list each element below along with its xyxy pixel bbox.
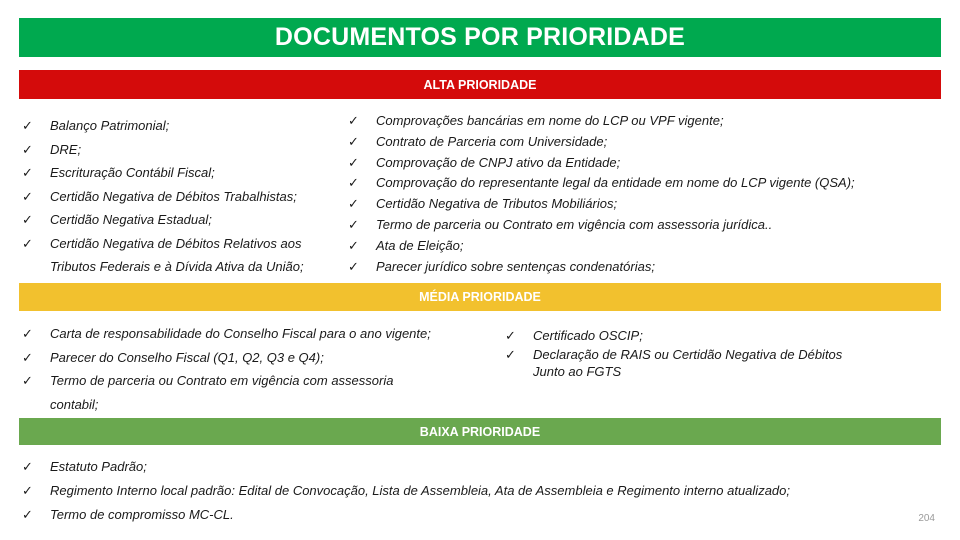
check-icon: ✓ (22, 507, 33, 522)
check-icon: ✓ (348, 154, 359, 170)
list-item: ✓ Certidão Negativa de Débitos Relativos aos Tributos Federais e à Dívida Ativa da União; (22, 232, 304, 279)
list-item: ✓ Comprovação do representante legal da entidade em nome do LCP vigente (QSA); (348, 173, 855, 194)
check-icon: ✓ (22, 188, 33, 204)
check-icon: ✓ (348, 196, 359, 212)
list-item: ✓ Contrato de Parceria com Universidade; (348, 132, 855, 153)
page-number: 204 (918, 513, 935, 524)
list-item: ✓ Balanço Patrimonial; (22, 114, 304, 138)
list-item: ✓ Certidão Negativa Estadual; (22, 208, 304, 232)
list-item: ✓ Estatuto Padrão; (22, 455, 790, 479)
check-icon: ✓ (22, 118, 33, 133)
check-icon: ✓ (348, 175, 359, 191)
alta-right-list (348, 111, 855, 277)
list-item: ✓ Comprovação de CNPJ ativo da Entidade; (348, 153, 855, 174)
baixa-list (22, 455, 790, 527)
list-item: ✓ Comprovações bancárias em nome do LCP ou VPF vigente; (348, 111, 855, 132)
check-icon: ✓ (348, 113, 359, 128)
check-icon: ✓ (22, 165, 33, 180)
check-icon: ✓ (505, 347, 516, 362)
check-icon: ✓ (348, 133, 359, 149)
check-icon: ✓ (22, 483, 33, 498)
check-icon: ✓ (505, 328, 516, 343)
list-item: ✓ Certidão Negativa de Tributos Mobiliários; (348, 194, 855, 215)
check-icon: ✓ (348, 237, 359, 253)
check-icon: ✓ (22, 141, 33, 157)
list-item: ✓ Parecer do Conselho Fiscal (Q1, Q2, Q3 e Q4); (22, 346, 431, 370)
alta-prioridade-header: ALTA PRIORIDADE (19, 70, 941, 99)
check-icon: ✓ (348, 258, 359, 274)
list-item: ✓ Certificado OSCIP; (505, 328, 643, 343)
list-item: ✓ Regimento Interno local padrão: Edital de Convocação, Lista de Assembleia, Ata de Assembleia e Regimento interno atualizado; (22, 479, 790, 503)
list-item: ✓ Termo de compromisso MC-CL. (22, 503, 790, 527)
check-icon: ✓ (22, 459, 33, 474)
check-icon: ✓ (22, 212, 33, 227)
list-item: ✓ Carta de responsabilidade do Conselho Fiscal para o ano vigente; (22, 322, 431, 346)
list-item: ✓ Escrituração Contábil Fiscal; (22, 161, 304, 185)
media-right-list (505, 327, 842, 380)
list-item: ✓ Termo de parceria ou Contrato em vigência com assessoria jurídica.. (348, 215, 855, 236)
media-left-list (22, 322, 431, 416)
list-item: ✓ Termo de parceria ou Contrato em vigência com assessoria contabil; (22, 369, 431, 416)
media-prioridade-header: MÉDIA PRIORIDADE (19, 283, 941, 311)
check-icon: ✓ (22, 235, 33, 251)
check-icon: ✓ (22, 326, 33, 341)
page-title: DOCUMENTOS POR PRIORIDADE (19, 18, 941, 57)
list-item: ✓ Parecer jurídico sobre sentenças condenatórias; (348, 257, 855, 278)
alta-left-list (22, 114, 304, 279)
check-icon: ✓ (22, 373, 33, 388)
list-item: ✓ DRE; (22, 138, 304, 162)
list-item: ✓ Declaração de RAIS ou Certidão Negativa de Débitos Junto ao FGTS (505, 347, 843, 379)
list-item: ✓ Certidão Negativa de Débitos Trabalhistas; (22, 185, 304, 209)
list-item: ✓ Ata de Eleição; (348, 236, 855, 257)
check-icon: ✓ (348, 216, 359, 232)
check-icon: ✓ (22, 349, 33, 365)
baixa-prioridade-header: BAIXA PRIORIDADE (19, 418, 941, 445)
